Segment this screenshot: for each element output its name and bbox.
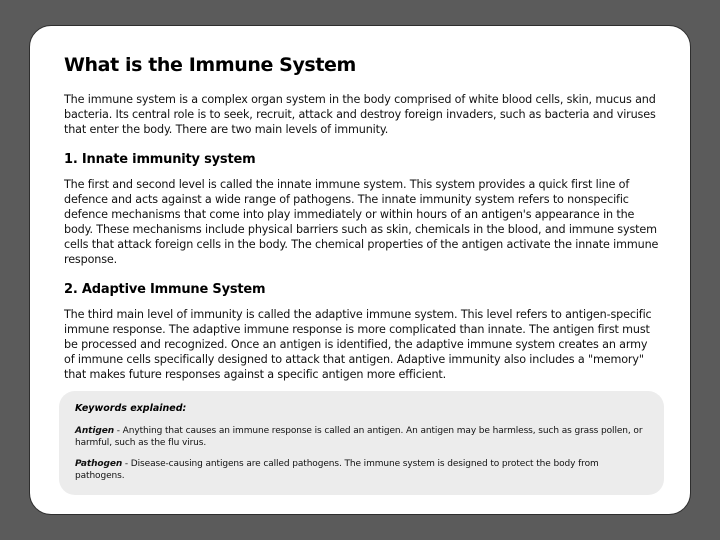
section-heading-adaptive: 2. Adaptive Immune System [64, 282, 266, 297]
keywords-heading: Keywords explained: [75, 403, 187, 414]
keywords-box [59, 391, 664, 495]
keyword-term: Antigen [75, 426, 115, 436]
section-body-innate: The first and second level is called the innate immune system. This system provides a quick first line of defence and acts against a wide range of pathogens. The innate immunity system refers to nonspecific defence mechanisms that come into play immediately or within hours of an antigen's appearance in the body. These mechanisms include physical barriers such as skin, chemicals in the blood, and immune system cells that attack foreign cells in the body. The chemical properties of the antigen activate the innate immune response. [64, 178, 659, 266]
keyword-definition: - Anything that causes an immune response is called an antigen. An antigen may be harmless, such as grass pollen, or harmful, such as the flu virus. [75, 426, 643, 448]
section-body-adaptive: The third main level of immunity is called the adaptive immune system. This level refers to antigen-specific immune response. The adaptive immune response is more complicated than innate. The antigen first must be processed and recognized. Once an antigen is identified, the adaptive immune system creates an army of immune cells specifically designed to attack that antigen. Adaptive immunity also includes a "memory" that makes future responses against a specific antigen more efficient. [64, 308, 652, 381]
keyword-definition: - Disease-causing antigens are called pathogens. The immune system is designed to protect the body from pathogens. [75, 459, 599, 481]
keyword-item-pathogen [75, 458, 648, 482]
main-content [64, 50, 660, 382]
keyword-term: Pathogen [75, 459, 123, 469]
slide-card [29, 25, 691, 515]
intro-paragraph: The immune system is a complex organ system in the body comprised of white blood cells, skin, mucus and bacteria. Its central role is to seek, recruit, attack and destroy foreign invaders, such as bacteria and viruses that enter the body. There are two main levels of immunity. [64, 93, 656, 136]
page-title: What is the Immune System [64, 54, 356, 76]
section-heading-innate: 1. Innate immunity system [64, 152, 256, 167]
keyword-item-antigen [75, 425, 648, 449]
